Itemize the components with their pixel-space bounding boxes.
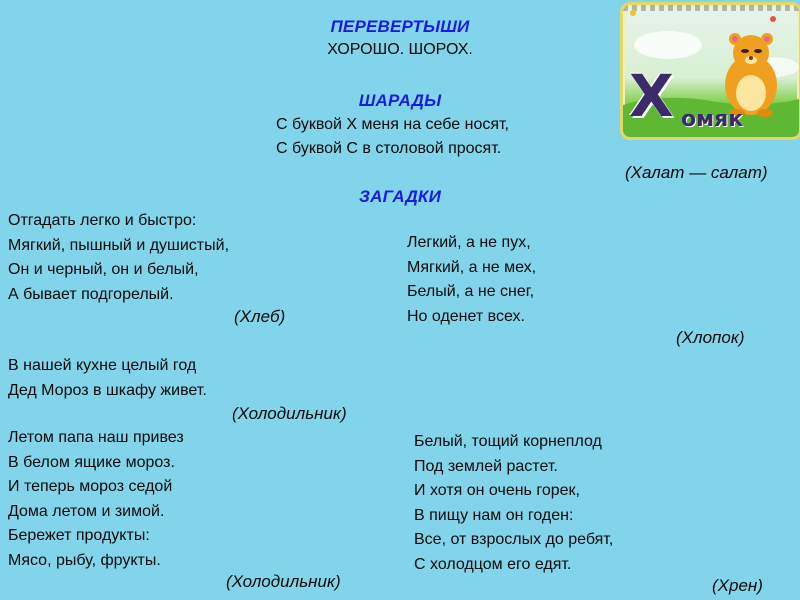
riddle-line: И хотя он очень горек,: [414, 482, 580, 499]
riddle-line: Отгадать легко и быстро:: [8, 212, 197, 229]
riddle-line: Дед Мороз в шкафу живет.: [8, 381, 207, 399]
section-heading-sharady: ШАРАДЫ: [358, 91, 442, 110]
riddle-line: Но оденет всех.: [407, 307, 525, 325]
riddle-line: Он и черный, он и белый,: [8, 261, 199, 278]
riddle-answer-fridge-1: (Холодильник): [232, 404, 347, 423]
riddle-line: В пищу нам он годен:: [414, 506, 574, 524]
riddle-answer-fridge-2: (Холодильник): [226, 572, 341, 591]
riddle-line: Мясо, рыбу, фрукты.: [8, 551, 161, 569]
riddle-line: Бережет продукты:: [8, 527, 150, 544]
riddle-horseradish: [414, 430, 613, 577]
riddle-line: Мягкий, пышный и душистый,: [8, 236, 230, 254]
riddle-fridge-1: [8, 354, 207, 403]
riddle-line: Мягкий, а не мех,: [407, 258, 537, 276]
riddle-answer-cotton: (Хлопок): [676, 328, 745, 347]
riddle-line: Под землей растет.: [414, 457, 558, 475]
riddle-line: Белый, а не снег,: [407, 283, 535, 300]
sharada-line-1: С буквой Х меня на себе носят,: [276, 116, 509, 133]
perevertyshi-text: ХОРОШО. ШОРОХ.: [327, 41, 473, 58]
riddle-line: А бывает подгорелый.: [8, 285, 174, 303]
riddle-line: Легкий, а не пух,: [407, 234, 531, 251]
riddle-line: Белый, тощий корнеплод: [414, 433, 602, 450]
riddle-answer-horseradish: (Хрен): [712, 576, 763, 595]
logo-big-letter: Х: [629, 62, 674, 130]
riddle-line: Все, от взрослых до ребят,: [414, 531, 614, 548]
riddle-fridge-2: [8, 426, 184, 573]
riddle-line: В нашей кухне целый год: [8, 357, 197, 374]
riddle-bread: [8, 209, 229, 307]
riddle-cotton: [407, 231, 536, 329]
sharada-answer: (Халат — салат): [625, 163, 768, 182]
riddle-line: В белом ящике мороз.: [8, 453, 175, 471]
section-heading-zagadki: ЗАГАДКИ: [358, 187, 442, 206]
section-heading-perevertyshi: ПЕРЕВЕРТЫШИ: [330, 17, 470, 36]
riddle-line: Дома летом и зимой.: [8, 502, 165, 520]
riddle-line: Летом папа наш привез: [8, 429, 184, 446]
logo-word: омяк: [681, 107, 744, 132]
riddle-line: С холодцом его едят.: [414, 555, 572, 573]
riddle-line: И теперь мороз седой: [8, 478, 173, 495]
riddle-answer-bread: (Хлеб): [234, 307, 286, 326]
sharada-line-2: С буквой С в столовой просят.: [276, 140, 502, 157]
